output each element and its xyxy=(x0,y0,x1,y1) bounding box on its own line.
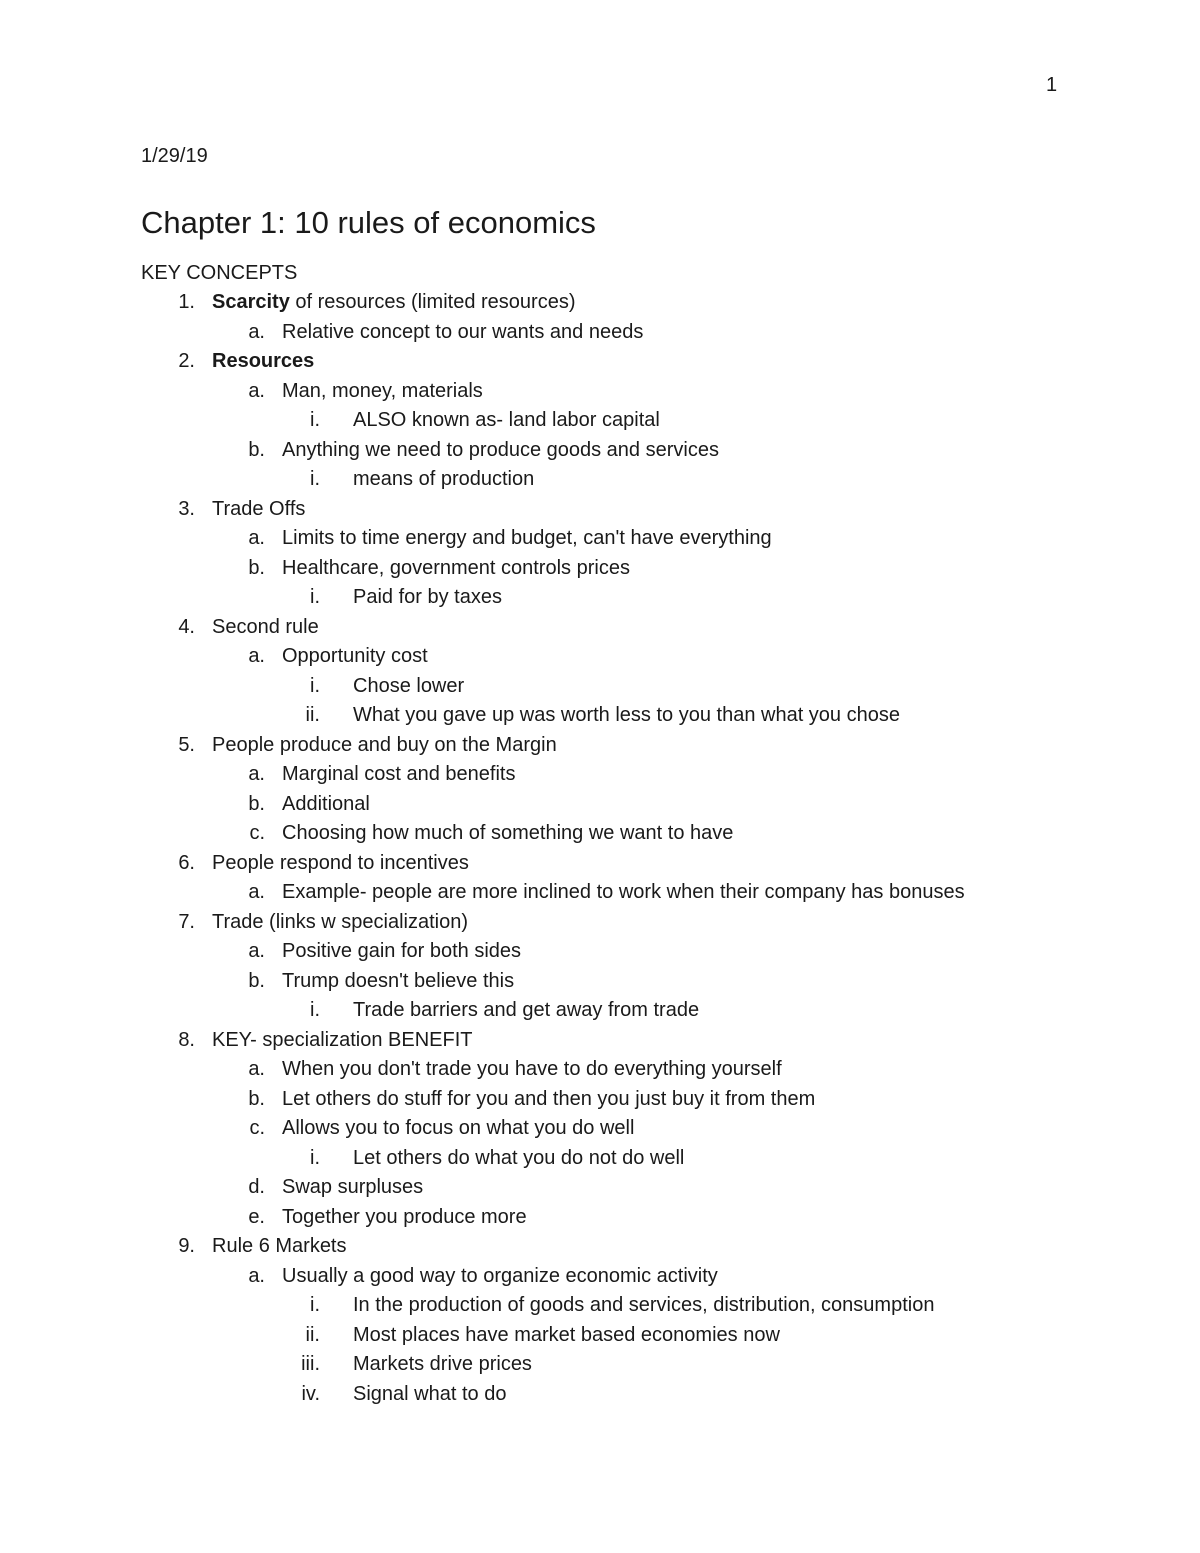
outline-text: People produce and buy on the Margin xyxy=(212,733,557,756)
outline-marker: 8. xyxy=(178,1028,195,1051)
outline-text: Relative concept to our wants and needs xyxy=(282,320,644,343)
outline-item xyxy=(0,1203,1200,1233)
outline-marker: i. xyxy=(310,409,320,431)
outline-item xyxy=(0,524,1200,554)
outline-marker: i. xyxy=(310,999,320,1021)
outline-text: When you don't trade you have to do everything yourself xyxy=(282,1058,782,1080)
outline-marker: 3. xyxy=(178,497,195,520)
page-title: Chapter 1: 10 rules of economics xyxy=(141,205,596,240)
outline-item xyxy=(0,1173,1200,1203)
outline-marker: c. xyxy=(249,1117,265,1139)
outline-marker: ii. xyxy=(305,1323,320,1346)
outline-bold-term: Scarcity xyxy=(212,291,290,313)
outline-list xyxy=(0,288,1200,1409)
outline-marker: ii. xyxy=(305,704,320,726)
outline-marker: a. xyxy=(248,320,265,343)
outline-text: Swap surpluses xyxy=(282,1176,424,1198)
outline-item xyxy=(0,1350,1200,1380)
outline-item xyxy=(0,288,1200,318)
outline-text: Rule 6 Markets xyxy=(212,1235,347,1257)
outline-marker: 1. xyxy=(178,291,195,313)
outline-text: Chose lower xyxy=(353,674,465,697)
outline-text: Let others do stuff for you and then you just buy it from them xyxy=(282,1087,816,1110)
outline-marker: b. xyxy=(248,438,265,461)
outline-text xyxy=(212,350,314,373)
outline-text: means of production xyxy=(353,468,535,490)
outline-text: Markets drive prices xyxy=(353,1353,532,1375)
outline-text: Anything we need to produce goods and services xyxy=(282,438,719,461)
outline-marker: i. xyxy=(310,1146,320,1169)
outline-item xyxy=(0,967,1200,997)
outline-item xyxy=(0,613,1200,643)
outline-marker: b. xyxy=(248,1087,265,1110)
outline-text: Man, money, materials xyxy=(282,379,483,402)
outline-item xyxy=(0,849,1200,879)
outline-item xyxy=(0,731,1200,761)
outline-text: Allows you to focus on what you do well xyxy=(282,1117,635,1139)
outline-item xyxy=(0,495,1200,525)
outline-item xyxy=(0,1262,1200,1292)
outline-item xyxy=(0,347,1200,377)
outline-text: ALSO known as- land labor capital xyxy=(353,409,660,431)
outline-text xyxy=(212,291,576,314)
outline-text: Positive gain for both sides xyxy=(282,940,522,962)
outline-item xyxy=(0,642,1200,672)
outline-text: Second rule xyxy=(212,615,319,638)
outline-item xyxy=(0,1321,1200,1351)
outline-marker: 2. xyxy=(178,350,195,372)
outline-item xyxy=(0,701,1200,731)
outline-text: In the production of goods and services, distribution, consumption xyxy=(353,1294,935,1316)
outline-text: Marginal cost and benefits xyxy=(282,763,516,785)
outline-text: People respond to incentives xyxy=(212,851,469,874)
outline-item xyxy=(0,1085,1200,1115)
outline-text: What you gave up was worth less to you than what you chose xyxy=(353,704,900,726)
outline-item xyxy=(0,377,1200,407)
outline-text: Usually a good way to organize economic activity xyxy=(282,1264,718,1287)
outline-text: Trump doesn't believe this xyxy=(282,969,515,992)
outline-marker: b. xyxy=(248,792,265,815)
outline-marker: iii. xyxy=(301,1353,320,1375)
outline-item xyxy=(0,937,1200,967)
outline-marker: a. xyxy=(248,645,265,667)
outline-item xyxy=(0,1291,1200,1321)
outline-marker: 9. xyxy=(178,1235,195,1257)
outline-item xyxy=(0,1055,1200,1085)
outline-marker: e. xyxy=(248,1205,265,1228)
outline-text: Example- people are more inclined to work when their company has bonuses xyxy=(282,881,965,903)
outline-marker: iv. xyxy=(301,1382,320,1405)
outline-marker: a. xyxy=(248,881,265,903)
outline-marker: 7. xyxy=(178,910,195,933)
outline-marker: i. xyxy=(310,468,320,490)
outline-marker: c. xyxy=(249,822,265,844)
outline-item xyxy=(0,878,1200,908)
outline-marker: a. xyxy=(248,527,265,549)
outline-item xyxy=(0,672,1200,702)
outline-marker: 4. xyxy=(178,615,195,638)
section-label: KEY CONCEPTS xyxy=(141,262,298,284)
outline-marker: 6. xyxy=(178,851,195,874)
outline-marker: i. xyxy=(310,586,320,608)
outline-marker: d. xyxy=(248,1176,265,1198)
outline-marker: a. xyxy=(248,379,265,402)
outline-text-rest: of resources (limited resources) xyxy=(289,291,576,313)
outline-item xyxy=(0,554,1200,584)
outline-text: Signal what to do xyxy=(353,1382,507,1405)
outline-item xyxy=(0,583,1200,613)
outline-marker: i. xyxy=(310,1294,320,1316)
outline-marker: a. xyxy=(248,1264,265,1287)
outline-item xyxy=(0,1380,1200,1410)
outline-text: Limits to time energy and budget, can't have everything xyxy=(282,527,772,549)
outline-text: Trade (links w specialization) xyxy=(212,910,469,933)
outline-item xyxy=(0,1026,1200,1056)
outline-text: Let others do what you do not do well xyxy=(353,1146,685,1169)
outline-marker: i. xyxy=(310,674,320,697)
outline-text: KEY- specialization BENEFIT xyxy=(212,1028,473,1051)
outline-item xyxy=(0,406,1200,436)
outline-text: Healthcare, government controls prices xyxy=(282,556,630,579)
outline-text: Paid for by taxes xyxy=(353,586,502,608)
outline-text: Most places have market based economies now xyxy=(353,1323,780,1346)
outline-item xyxy=(0,1144,1200,1174)
outline-marker: b. xyxy=(248,556,265,579)
outline-marker: a. xyxy=(248,1058,265,1080)
outline-item xyxy=(0,908,1200,938)
outline-item xyxy=(0,996,1200,1026)
outline-item xyxy=(0,790,1200,820)
outline-item xyxy=(0,465,1200,495)
outline-bold-term: Resources xyxy=(212,350,315,372)
outline-item xyxy=(0,1114,1200,1144)
outline-item xyxy=(0,760,1200,790)
outline-item xyxy=(0,318,1200,348)
outline-text: Trade barriers and get away from trade xyxy=(353,999,700,1021)
outline-marker: a. xyxy=(248,763,265,785)
outline-text: Opportunity cost xyxy=(282,645,428,667)
outline-text: Additional xyxy=(282,792,370,815)
page-number: 1 xyxy=(1046,74,1058,96)
outline-text: Trade Offs xyxy=(212,497,306,520)
outline-marker: a. xyxy=(248,940,265,962)
outline-text: Together you produce more xyxy=(282,1205,527,1228)
note-date: 1/29/19 xyxy=(141,145,208,167)
outline-item xyxy=(0,436,1200,466)
outline-item xyxy=(0,1232,1200,1262)
outline-marker: b. xyxy=(248,969,265,992)
outline-text: Choosing how much of something we want to have xyxy=(282,822,734,844)
outline-item xyxy=(0,819,1200,849)
outline-marker: 5. xyxy=(178,733,195,756)
